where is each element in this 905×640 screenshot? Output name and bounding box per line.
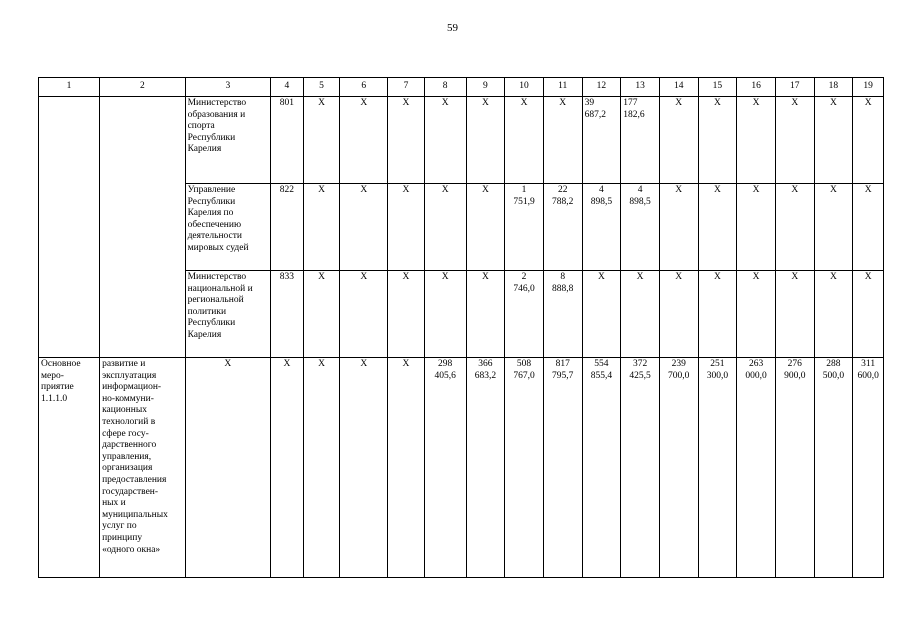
cell-line: 767,0 — [513, 370, 535, 381]
value-cell: Х — [737, 184, 776, 271]
cell-line: 683,2 — [474, 370, 497, 381]
code-cell: 822 — [271, 184, 304, 271]
cell-line: 22 — [557, 185, 568, 195]
column-header: 18 — [814, 78, 853, 97]
cell-line: 405,6 — [434, 370, 456, 381]
cell-line: Основное — [41, 359, 81, 369]
value-cell — [582, 358, 621, 578]
entity-cell — [185, 271, 271, 358]
value-cell: Х — [853, 271, 884, 358]
value-cell: Х — [814, 97, 853, 184]
value-cell: Х — [340, 271, 388, 358]
column-header: 5 — [303, 78, 340, 97]
cell-line: организация — [102, 463, 153, 474]
cell-line: 2 — [521, 272, 527, 282]
cell-line: 4 — [599, 185, 604, 195]
cell-line: 508 — [516, 359, 532, 369]
cell-line: 239 — [671, 359, 686, 369]
entity-cell — [185, 97, 271, 184]
cell-line: дарственного — [102, 440, 157, 451]
value-cell — [466, 358, 505, 578]
cell-line: 888,8 — [552, 283, 574, 294]
cell-line: 788,2 — [552, 196, 574, 207]
column-header: 10 — [505, 78, 544, 97]
cell-line: приятие — [41, 382, 74, 393]
cell-line: 700,0 — [668, 370, 690, 381]
table-row — [39, 358, 884, 578]
column-header: 11 — [543, 78, 582, 97]
cell-line: 276 — [787, 359, 802, 369]
cell-line: ных и — [102, 498, 126, 509]
cell-line: Министерство — [187, 98, 247, 108]
status-cell-empty — [39, 97, 100, 358]
value-cell: Х — [775, 97, 814, 184]
cell-line: 898,5 — [629, 196, 651, 207]
value-cell — [543, 358, 582, 578]
value-cell: Х — [424, 184, 466, 271]
cell-line: 000,0 — [745, 370, 767, 381]
value-cell — [505, 271, 544, 358]
cell-line: Республики — [187, 318, 236, 329]
cell-line: Республики — [187, 132, 236, 143]
cell-line: но-коммуни- — [102, 393, 154, 404]
column-header: 12 — [582, 78, 621, 97]
cell-line: услуг по — [102, 521, 137, 532]
column-header: 19 — [853, 78, 884, 97]
value-cell: Х — [659, 271, 698, 358]
value-cell: Х — [303, 184, 340, 271]
cell-line: 300,0 — [706, 370, 729, 381]
value-cell: Х — [737, 97, 776, 184]
value-cell: Х — [582, 271, 621, 358]
value-cell — [424, 358, 466, 578]
value-cell — [737, 358, 776, 578]
value-cell: Х — [698, 271, 737, 358]
column-header: 2 — [100, 78, 186, 97]
column-header: 15 — [698, 78, 737, 97]
cell-line: кационных — [102, 405, 147, 416]
cell-line: «одного окна» — [102, 544, 161, 555]
column-header-row — [39, 78, 884, 97]
cell-line: образования и — [187, 109, 246, 120]
cell-line: меро- — [41, 370, 64, 381]
value-cell: Х — [853, 184, 884, 271]
cell-line: региональной — [187, 295, 244, 306]
cell-line: государствен- — [102, 486, 159, 497]
cell-line: 900,0 — [784, 370, 806, 381]
cell-line: 687,2 — [584, 109, 606, 120]
value-cell: Х — [853, 97, 884, 184]
table-row — [39, 97, 884, 184]
cell-line: 251 — [710, 359, 725, 369]
cell-line: 288 — [826, 359, 841, 369]
column-header: 17 — [775, 78, 814, 97]
value-cell — [582, 184, 621, 271]
cell-line: 39 — [584, 98, 595, 108]
column-header: 9 — [466, 78, 505, 97]
cell-line: Управление — [187, 185, 236, 195]
cell-line: Карелия — [187, 144, 222, 155]
value-cell: Х — [814, 271, 853, 358]
column-header: 4 — [271, 78, 304, 97]
code-cell: 833 — [271, 271, 304, 358]
value-cell — [698, 358, 737, 578]
page-number: 59 — [447, 22, 458, 34]
cell-line: деятельности — [187, 231, 242, 242]
cell-line: 751,9 — [513, 196, 535, 207]
cell-line: Карелия — [187, 329, 222, 340]
cell-line: Карелия по — [187, 208, 234, 219]
value-cell: Х — [340, 184, 388, 271]
value-cell: Х — [424, 97, 466, 184]
cell-line: информацион- — [102, 382, 162, 393]
cell-line: 1.1.1.0 — [41, 393, 68, 404]
value-cell: Х — [775, 271, 814, 358]
cell-line: 554 — [594, 359, 609, 369]
cell-line: 263 — [748, 359, 764, 369]
value-cell: Х — [466, 184, 505, 271]
value-cell — [621, 358, 660, 578]
value-cell — [814, 358, 853, 578]
value-cell: Х — [698, 97, 737, 184]
value-cell: Х — [466, 271, 505, 358]
cell-line: политики — [187, 306, 227, 317]
value-cell: Х — [388, 184, 425, 271]
cell-line: 372 — [632, 359, 648, 369]
cell-line: Министерство — [187, 272, 247, 282]
cell-line: 600,0 — [857, 370, 879, 381]
column-header: 6 — [340, 78, 388, 97]
value-cell: Х — [659, 97, 698, 184]
value-cell — [775, 358, 814, 578]
cell-line: 795,7 — [552, 370, 574, 381]
cell-line: 855,4 — [590, 370, 613, 381]
value-cell — [853, 358, 884, 578]
column-header: 3 — [185, 78, 271, 97]
cell-line: 500,0 — [822, 370, 845, 381]
column-header: 16 — [737, 78, 776, 97]
cell-line: 8 — [560, 272, 566, 282]
cell-line: 746,0 — [513, 283, 535, 294]
name-cell-empty — [100, 97, 186, 358]
value-cell — [505, 184, 544, 271]
value-cell: Х — [698, 184, 737, 271]
cell-line: эксплуатация — [102, 370, 157, 381]
code-cell: 801 — [271, 97, 304, 184]
value-cell — [582, 97, 621, 184]
value-cell: Х — [659, 184, 698, 271]
value-cell: Х — [543, 97, 582, 184]
cell-line: принципу — [102, 532, 143, 543]
value-cell: Х — [621, 271, 660, 358]
entity-cell — [185, 184, 271, 271]
cell-line: 898,5 — [590, 196, 613, 207]
value-cell: Х — [340, 97, 388, 184]
value-cell: Х — [737, 271, 776, 358]
cell-line: Республики — [187, 196, 236, 207]
value-cell — [543, 184, 582, 271]
cell-line: 4 — [637, 185, 643, 195]
value-cell: Х — [388, 271, 425, 358]
value-cell: Х — [814, 184, 853, 271]
value-cell: Х — [466, 97, 505, 184]
cell-line: 311 — [861, 359, 876, 369]
column-header: 1 — [39, 78, 100, 97]
cell-line: обеспечению — [187, 219, 242, 230]
cell-line: управления, — [102, 451, 152, 462]
value-cell: Х — [303, 271, 340, 358]
cell-line: 177 — [623, 98, 638, 108]
cell-line: муниципальных — [102, 509, 168, 520]
name-cell — [100, 358, 186, 578]
value-cell — [505, 358, 544, 578]
value-cell — [621, 184, 660, 271]
value-cell: Х — [340, 358, 388, 578]
cell-line: развитие и — [102, 359, 146, 369]
value-cell: Х — [388, 358, 425, 578]
cell-line: спорта — [187, 121, 215, 132]
value-cell: Х — [424, 271, 466, 358]
entity-cell: Х — [185, 358, 271, 578]
column-header: 7 — [388, 78, 425, 97]
value-cell: Х — [303, 97, 340, 184]
cell-line: 298 — [438, 359, 453, 369]
column-header: 8 — [424, 78, 466, 97]
value-cell — [621, 97, 660, 184]
cell-line: предоставления — [102, 474, 167, 485]
budget-table — [38, 77, 884, 578]
value-cell: Х — [303, 358, 340, 578]
value-cell: Х — [388, 97, 425, 184]
status-cell — [39, 358, 100, 578]
value-cell — [659, 358, 698, 578]
cell-line: 182,6 — [623, 109, 645, 120]
cell-line: 366 — [478, 359, 493, 369]
column-header: 13 — [621, 78, 660, 97]
value-cell: Х — [775, 184, 814, 271]
cell-line: 817 — [555, 359, 570, 369]
cell-line: 1 — [521, 185, 527, 195]
cell-line: технологий в — [102, 416, 156, 427]
code-cell: Х — [271, 358, 304, 578]
cell-line: 425,5 — [629, 370, 651, 381]
cell-line: сфере госу- — [102, 428, 149, 439]
cell-line: мировых судей — [187, 242, 249, 253]
value-cell — [543, 271, 582, 358]
column-header: 14 — [659, 78, 698, 97]
cell-line: национальной и — [187, 283, 253, 294]
value-cell: Х — [505, 97, 544, 184]
